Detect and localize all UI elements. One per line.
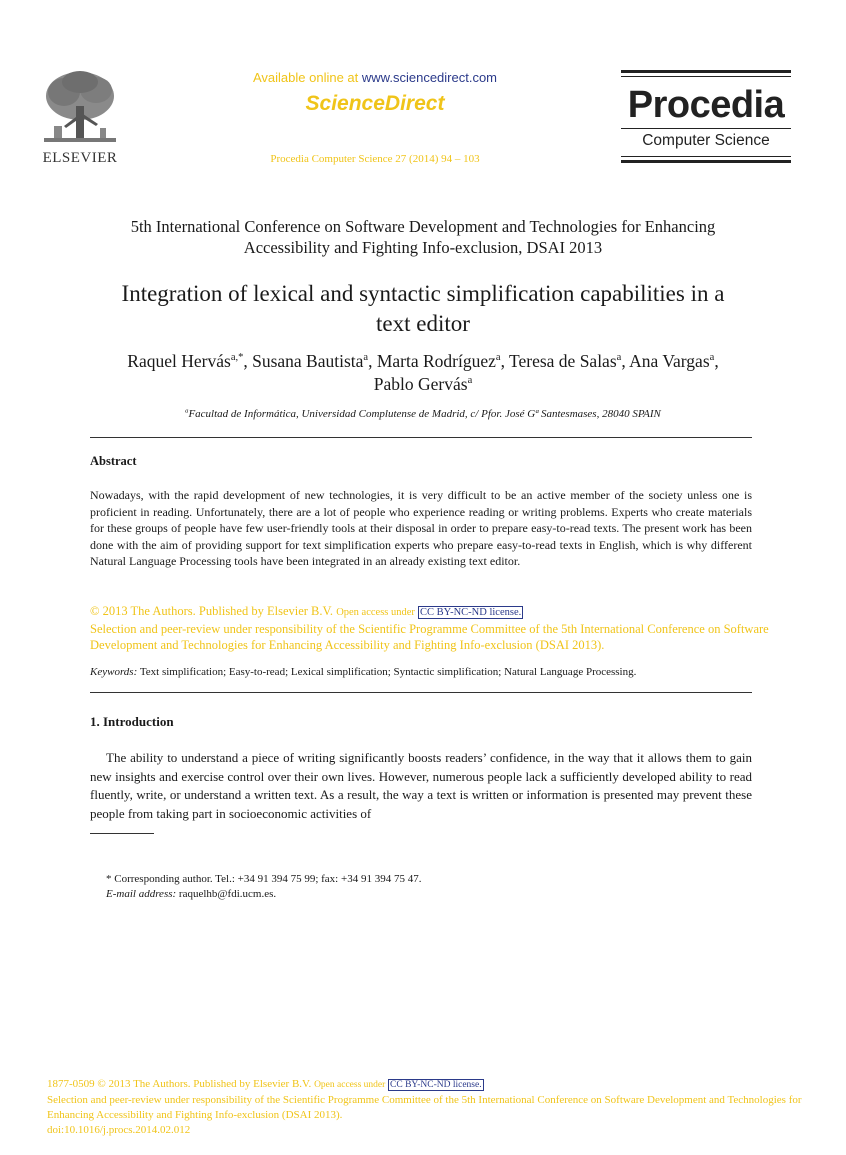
open-access-text: Open access under: [336, 607, 415, 618]
email-address[interactable]: raquelhb@fdi.ucm.es.: [178, 888, 277, 900]
paper-title-line-1: Integration of lexical and syntactic simplification capabilities in a: [121, 281, 725, 306]
affiliation-mark: a: [185, 407, 189, 415]
bottom-issn-copyright: 1877-0509 © 2013 The Authors. Published by Elsevier B.V.: [47, 1078, 312, 1090]
author-affil-mark: a,*: [230, 352, 244, 364]
available-online-line: [200, 70, 550, 85]
conference-name: [80, 216, 766, 258]
bottom-open-access: Open access under: [314, 1080, 386, 1090]
email-note: [106, 888, 606, 900]
paper-title-line-2: text editor: [376, 311, 470, 336]
procedia-bottom-rule-thin: [621, 156, 791, 157]
bottom-publisher-info: [47, 1077, 807, 1138]
author-separator: ,: [243, 351, 253, 371]
abstract-text: Nowadays, with the rapid development of new technologies, it is very difficult to be an active member of the society unless one is proficient in reading. Unfortunately, there are a lot of people who experience reading or writing problems. Experts who create materials for these groups of people have few user-friendly tools at their disposal in order to prepare easy-to-read texts. The present work has been done with the aim of providing support for text simplification experts who prepare easy-to-read texts in English, which is why different Natural Language Processing tools have been integrated in an already existing text editor.: [90, 488, 752, 568]
corresponding-author-note: * Corresponding author. Tel.: +34 91 394 75 99; fax: +34 91 394 75 47.: [106, 873, 422, 885]
sciencedirect-logo: ScienceDirect: [305, 92, 445, 115]
section-heading-introduction: 1. Introduction: [90, 714, 174, 729]
footnote-rule: [90, 833, 154, 834]
procedia-subtitle: Computer Science: [642, 132, 770, 149]
author-separator: ,: [714, 351, 719, 371]
affiliation: [80, 408, 766, 420]
sciencedirect-link[interactable]: www.sciencedirect.com: [361, 70, 498, 85]
procedia-bottom-rule: [621, 160, 791, 163]
license-statement: [90, 603, 790, 653]
author-separator: ,: [621, 351, 630, 371]
abstract-heading: Abstract: [90, 454, 137, 468]
bottom-peer-review: Selection and peer-review under responsibility of the Scientific Programme Committee of the 5th International Conference on Software Development and Technologies for Enhancing Accessibility and Fighting Info-exclusion (DSAI 2013).: [47, 1094, 802, 1121]
author-affil-mark: a: [709, 352, 715, 364]
author-affil-mark: a: [363, 352, 369, 364]
copyright-text: © 2013 The Authors. Published by Elsevier B.V.: [90, 604, 334, 618]
keywords-divider: [90, 692, 752, 693]
author-affil-mark: a: [495, 352, 501, 364]
author-list: [70, 350, 776, 396]
keywords-text: Text simplification; Easy-to-read; Lexical simplification; Syntactic simplification; Natural Language Processing.: [139, 666, 637, 678]
keywords: [90, 666, 790, 678]
conference-line-1: 5th International Conference on Software Development and Technologies for Enhancing: [130, 217, 716, 236]
author-separator: ,: [368, 351, 377, 371]
procedia-mid-rule: [621, 128, 791, 129]
author-name: Marta Rodríguez: [376, 351, 496, 371]
procedia-logo: [621, 70, 791, 164]
bottom-copyright-line: [47, 1077, 807, 1093]
cc-license-link[interactable]: CC BY-NC-ND license.: [420, 607, 522, 618]
author-affil-mark: a: [616, 352, 622, 364]
procedia-top-rule: [621, 70, 791, 73]
introduction-text: The ability to understand a piece of writing significantly boosts readers’ confidence, in the way that it allows them to gain new insights and exercise control over their own lives. However, numerous people lack a sufficiently developed ability to read fluently, write, or understand a written text. As a result, the way a text is written or information is presented may prevent these people from taking part in socioeconomic activities of: [90, 750, 752, 821]
elsevier-wordmark: ELSEVIER: [42, 150, 118, 166]
author-name: Ana Vargas: [629, 351, 710, 371]
author-name: Susana Bautista: [252, 351, 364, 371]
email-label: E-mail address:: [106, 888, 177, 900]
peer-review-text: Selection and peer-review under responsibility of the Scientific Programme Committee of the 5th International Conference on Software Development and Technologies for Enhancing Accessibility and Fighting Info-exclusion (DSAI 2013).: [90, 622, 769, 652]
author-name: Raquel Hervás: [127, 351, 231, 371]
keywords-label: Keywords:: [90, 666, 138, 678]
procedia-title: Procedia: [627, 84, 785, 126]
procedia-top-rule-thin: [621, 76, 791, 77]
paper-title: [70, 279, 776, 339]
author-name: Pablo Gervás: [373, 374, 468, 394]
bottom-doi[interactable]: doi:10.1016/j.procs.2014.02.012: [47, 1124, 191, 1136]
author-line-2: [70, 373, 776, 396]
author-name: Teresa de Salas: [509, 351, 617, 371]
bottom-cc-license-link[interactable]: CC BY-NC-ND license.: [390, 1080, 482, 1090]
available-online-label: Available online at: [252, 70, 359, 85]
conference-line-2: Accessibility and Fighting Info-exclusion, DSAI 2013: [243, 238, 603, 257]
affiliation-text: Facultad de Informática, Universidad Complutense de Madrid, c/ Pfor. José Gª Santesmases, 28040 SPAIN: [188, 408, 661, 420]
author-separator: ,: [500, 351, 510, 371]
author-affil-mark: a: [467, 375, 473, 387]
journal-reference: Procedia Computer Science 27 (2014) 94 – 103: [270, 153, 480, 165]
author-line-1: [70, 350, 776, 373]
header-divider: [90, 437, 752, 438]
